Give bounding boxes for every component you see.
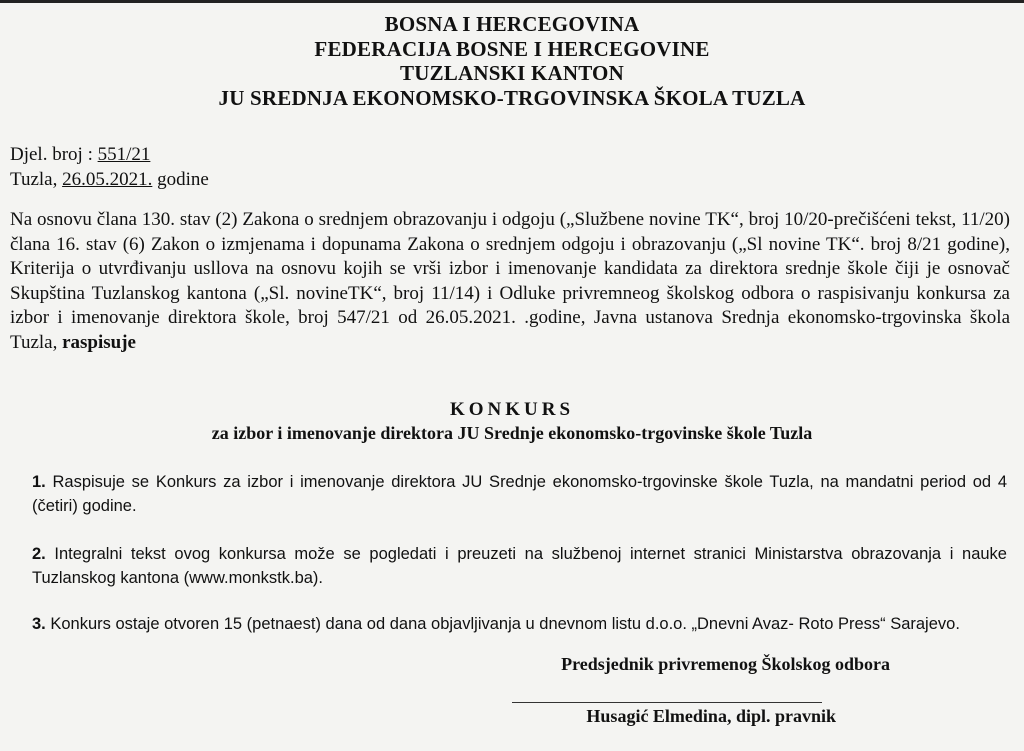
document-date-value: 26.05.2021. — [62, 169, 153, 190]
signer-name: Husagić Elmedina, dipl. pravnik — [586, 706, 836, 726]
header-line-canton: TUZLANSKI KANTON — [400, 61, 624, 85]
document-place: Tuzla, — [10, 169, 58, 190]
document-date-suffix: godine — [157, 169, 209, 190]
intro-bold-end: raspisuje — [62, 331, 136, 353]
intro-text: Na osnovu člana 130. stav (2) Zakona o srednjem obrazovanju i odgoju („Službene novine TK“, broj 10/20-prečišćeni tekst, 11/20) člana 16. stav (6) Zakon o izmjenama i dopunama Zakona o srednjem odgoju i obrazovanju („Sl novine TK“. broj 8/21 godine), Kriterija o utvrđivanju usllova na osnovu kojih se vrši izbor i imenovanje kandidata za direktora srednje škole čiji je osnovač Skupština Tuzlanskog kantona („Sl. novineTK“, broj 11/14) i Odluke privremneog školskog odbora o raspisivanju konkursa za izbor i imenovanje direktora škole, broj 547/21 od 26.05.2021. .godine, Javna ustanova Srednja ekonomsko-trgovinska škola Tuzla, — [10, 209, 1010, 353]
item-text: Raspisuje se Konkurs za izbor i imenovanje direktora JU Srednje ekonomsko-trgovinske škole Tuzla, na mandatni period od 4 (četiri) godine. — [32, 473, 1007, 515]
konkurs-subtitle: za izbor i imenovanje direktora JU Srednje ekonomsko-trgovinske škole Tuzla — [211, 423, 813, 443]
signer-title: Predsjednik privremenog Školskog odbora — [561, 654, 890, 674]
konkurs-title: KONKURS — [449, 399, 575, 420]
document-number-value: 551/21 — [97, 144, 151, 165]
document-date-row — [10, 167, 209, 192]
item-text: Konkurs ostaje otvoren 15 (petnaest) dana od dana objavljivanja u dnevnom listu d.o.o. „Dnevni Avaz- Roto Press“ Sarajevo. — [50, 615, 960, 633]
signature-line — [512, 702, 822, 703]
top-border-line — [0, 0, 1024, 3]
item-text: Integralni tekst ovog konkursa može se pogledati i preuzeti na službenoj internet stranici Ministarstva obrazovanja i nauke Tuzlanskog kantona (www.monkstk.ba). — [32, 545, 1007, 587]
item-number: 2. — [32, 545, 46, 563]
header-line-country: BOSNA I HERCEGOVINA — [384, 12, 640, 36]
document-header — [0, 12, 1024, 110]
intro-paragraph — [10, 208, 1010, 355]
konkurs-item-3 — [32, 612, 1007, 636]
document-number-label: Djel. broj : — [10, 144, 93, 165]
header-line-federation: FEDERACIJA BOSNE I HERCEGOVINE — [314, 36, 710, 61]
konkurs-item-1 — [32, 470, 1007, 518]
item-number: 3. — [32, 615, 46, 633]
document-meta — [10, 142, 209, 192]
konkurs-item-2 — [32, 542, 1007, 590]
header-line-school: JU SREDNJA EKONOMSKO-TRGOVINSKA ŠKOLA TUZLA — [218, 85, 806, 110]
item-number: 1. — [32, 473, 46, 491]
document-number-row — [10, 142, 209, 167]
